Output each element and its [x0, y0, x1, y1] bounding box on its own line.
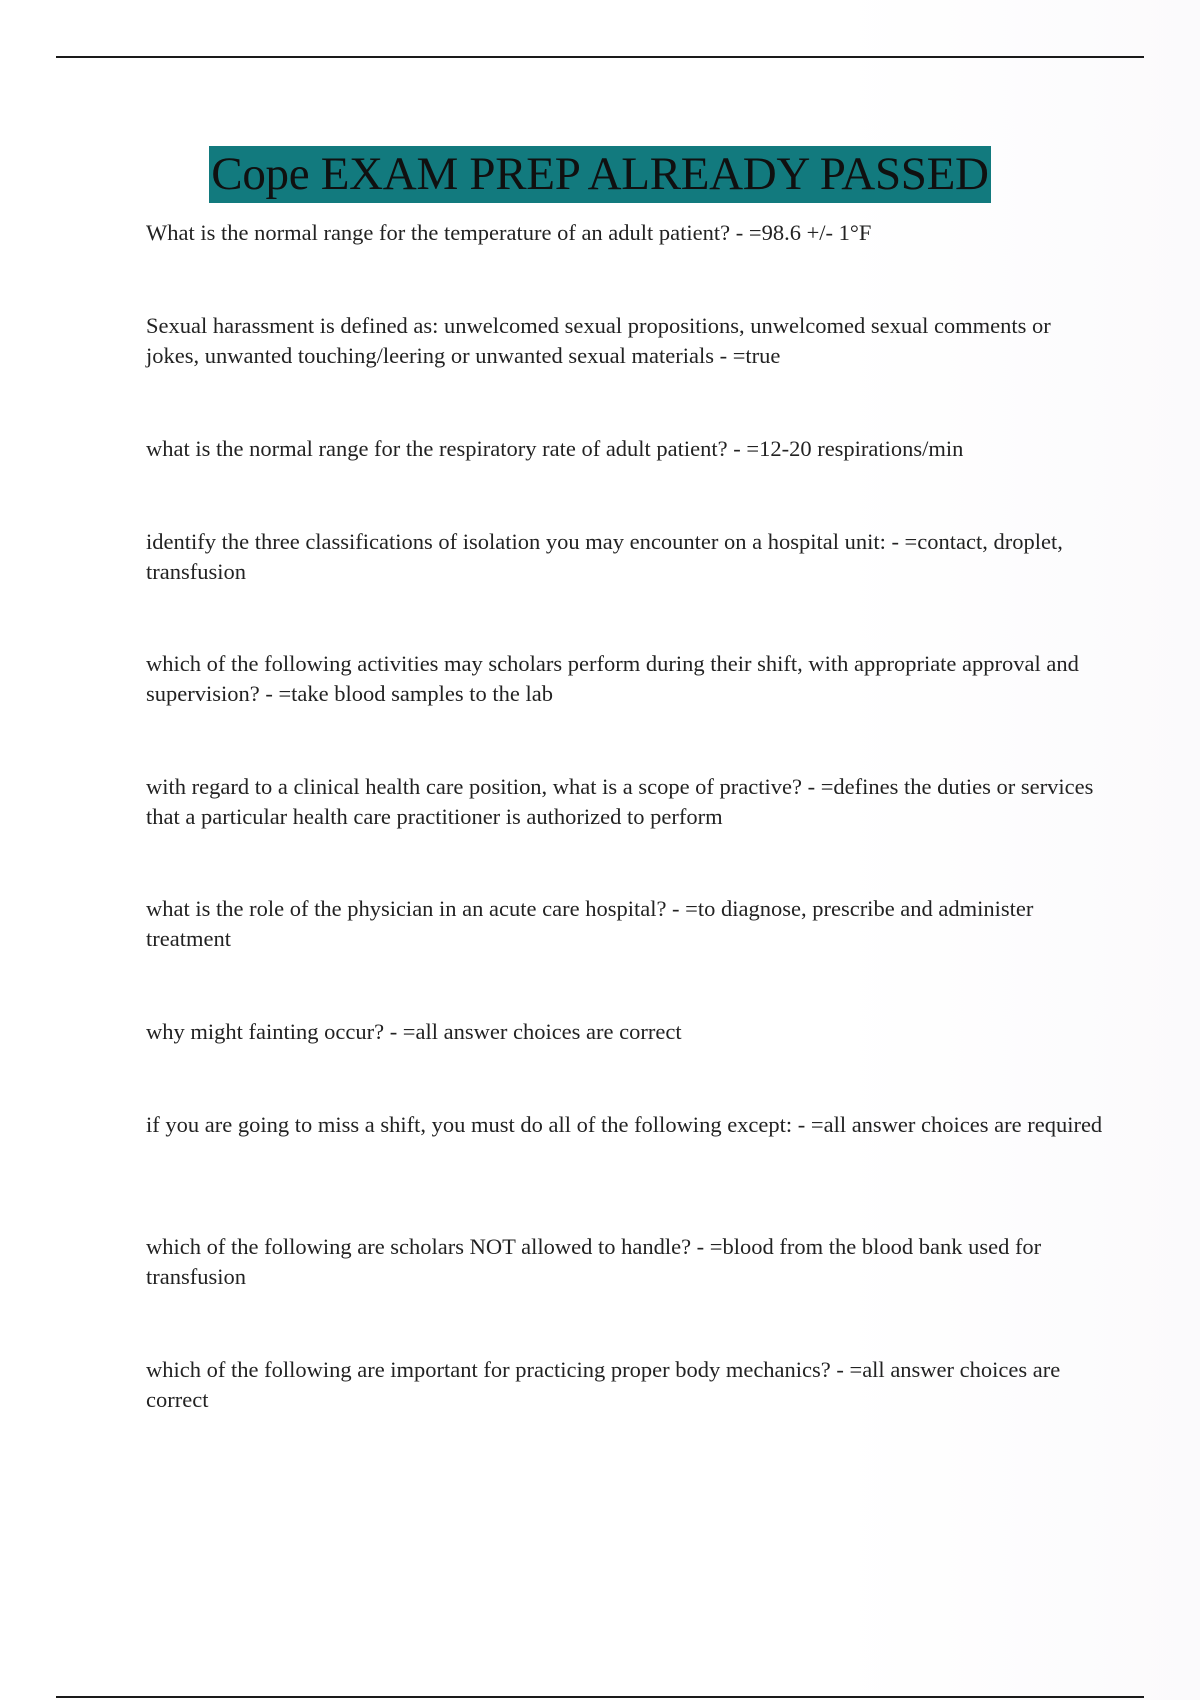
bottom-rule [56, 1696, 1144, 1698]
qa-item-11: which of the following are important for practicing proper body mechanics? - =all answer choices are correct [146, 1357, 1061, 1412]
document-title: Cope EXAM PREP ALREADY PASSED [209, 146, 990, 203]
qa-item-10: which of the following are scholars NOT allowed to handle? - =blood from the blood bank used for transfusion [146, 1234, 1042, 1289]
qa-item-2: Sexual harassment is defined as: unwelcomed sexual propositions, unwelcomed sexual comments or jokes, unwanted touching/leering or unwanted sexual materials - =true [146, 313, 1051, 368]
qa-item-7: what is the role of the physician in an acute care hospital? - =to diagnose, prescribe and administer treatment [146, 896, 1034, 951]
qa-item-9: if you are going to miss a shift, you must do all of the following except: - =all answer choices are required [146, 1112, 1103, 1137]
qa-item-4: identify the three classifications of isolation you may encounter on a hospital unit: - =contact, droplet, transfusion [146, 529, 1063, 584]
top-rule [56, 56, 1144, 58]
qa-item-8: why might fainting occur? - =all answer choices are correct [146, 1019, 682, 1044]
qa-item-1: What is the normal range for the temperature of an adult patient? - =98.6 +/- 1°F [146, 220, 872, 245]
qa-item-6: with regard to a clinical health care position, what is a scope of practive? - =defines the duties or services that a particular health care practitioner is authorized to perform [146, 774, 1094, 829]
qa-item-5: which of the following activities may scholars perform during their shift, with appropriate approval and supervision? - =take blood samples to the lab [146, 651, 1079, 706]
title-container [0, 146, 1200, 203]
qa-item-3: what is the normal range for the respiratory rate of adult patient? - =12-20 respirations/min [146, 436, 964, 461]
